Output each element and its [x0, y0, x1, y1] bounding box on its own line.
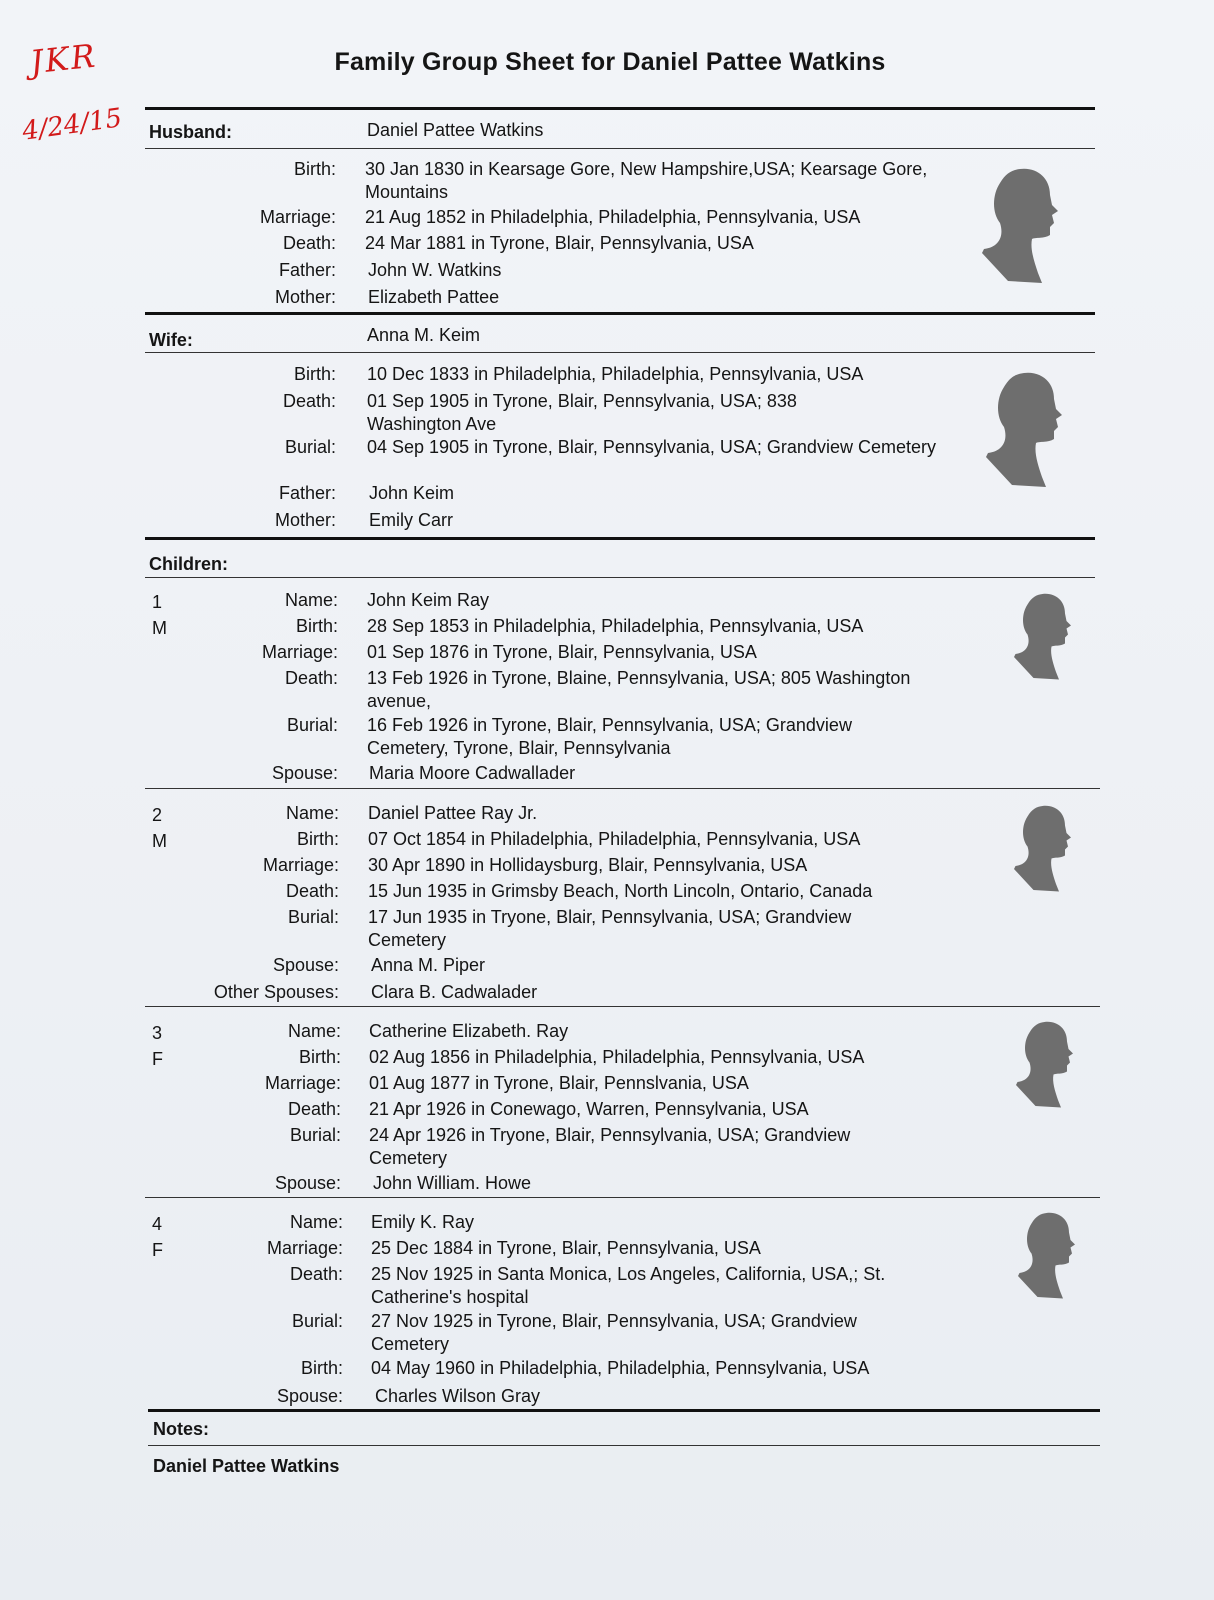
fact-label: Burial:	[287, 907, 339, 927]
fact-label: Burial:	[291, 1311, 343, 1331]
fact-label: Name:	[284, 590, 338, 610]
fact-label: Death:	[282, 233, 336, 253]
fact-label: Death:	[284, 668, 338, 688]
child-index: 4	[152, 1214, 163, 1234]
divider	[145, 1197, 1100, 1198]
divider	[148, 1445, 1100, 1446]
fact-label: Burial:	[286, 715, 338, 735]
person-silhouette-icon	[1014, 798, 1074, 898]
child-number	[152, 589, 167, 641]
fact-value: 10 Dec 1833 in Philadelphia, Philadelphia, Pennsylvania, USA	[367, 364, 864, 384]
fact-value: John Keim Ray	[367, 590, 490, 610]
fact-label: Spouse:	[274, 1173, 341, 1193]
notes-label: Notes:	[153, 1419, 210, 1439]
fact-label: Burial:	[289, 1125, 341, 1145]
fact-value: John William. Howe	[373, 1173, 532, 1193]
fact-value: 30 Jan 1830 in Kearsage Gore, New Hampshire,USA; Kearsage Gore, Mountains	[365, 159, 928, 202]
divider	[145, 788, 1100, 789]
fact-value: 15 Jun 1935 in Grimsby Beach, North Lincoln, Ontario, Canada	[368, 881, 873, 901]
fact-value: 02 Aug 1856 in Philadelphia, Philadelphia, Pennsylvania, USA	[369, 1047, 865, 1067]
child-sex: M	[152, 618, 167, 638]
fact-value: 17 Jun 1935 in Tryone, Blair, Pennsylvania, USA; Grandview Cemetery	[368, 907, 852, 950]
handwritten-annotation	[20, 36, 142, 160]
fact-value: 21 Apr 1926 in Conewago, Warren, Pennsylvania, USA	[369, 1099, 809, 1119]
fact-value: Clara B. Cadwalader	[371, 982, 538, 1002]
divider	[145, 148, 1095, 149]
fact-label: Father:	[278, 483, 336, 503]
child-number	[152, 1211, 163, 1263]
fact-label: Marriage:	[266, 1238, 343, 1258]
fact-value: John Keim	[369, 483, 455, 503]
child-index: 3	[152, 1023, 163, 1043]
fact-label: Burial:	[284, 437, 336, 457]
fact-label: Spouse:	[272, 955, 339, 975]
fact-value: 25 Nov 1925 in Santa Monica, Los Angeles, California, USA,; St. Catherine's hospital	[371, 1264, 886, 1307]
notes-text: Daniel Pattee Watkins	[153, 1456, 340, 1476]
child-index: 2	[152, 805, 163, 825]
husband-name: Daniel Pattee Watkins	[367, 120, 544, 140]
fact-label: Birth:	[300, 1358, 343, 1378]
child-sex: M	[152, 831, 167, 851]
fact-value: Maria Moore Cadwallader	[369, 763, 576, 783]
divider	[145, 1006, 1100, 1007]
fact-value: Elizabeth Pattee	[368, 287, 500, 307]
fact-value: 01 Aug 1877 in Tyrone, Blair, Pennslvania, USA	[369, 1073, 749, 1093]
person-silhouette-icon	[1014, 586, 1074, 686]
handwritten-initials: JKR	[28, 36, 99, 82]
fact-label: Marriage:	[261, 642, 338, 662]
children-label: Children:	[149, 554, 228, 574]
fact-value: 21 Aug 1852 in Philadelphia, Philadelphia, Pennsylvania, USA	[365, 207, 861, 227]
page-title: Family Group Sheet for Daniel Pattee Watkins	[334, 48, 886, 76]
fact-value: 30 Apr 1890 in Hollidaysburg, Blair, Pennsylvania, USA	[368, 855, 808, 875]
divider	[145, 352, 1095, 353]
fact-value: 01 Sep 1876 in Tyrone, Blair, Pennsylvania, USA	[367, 642, 757, 662]
fact-label: Marriage:	[264, 1073, 341, 1093]
fact-label: Birth:	[296, 829, 339, 849]
child-index: 1	[152, 592, 163, 612]
fact-value: 24 Apr 1926 in Tryone, Blair, Pennsylvania, USA; Grandview Cemetery	[369, 1125, 851, 1168]
fact-label: Birth:	[293, 159, 336, 179]
fact-label: Name:	[285, 803, 339, 823]
fact-value: 24 Mar 1881 in Tyrone, Blair, Pennsylvania, USA	[365, 233, 754, 253]
fact-value: 27 Nov 1925 in Tyrone, Blair, Pennsylvania, USA; Grandview Cemetery	[371, 1311, 857, 1354]
fact-value: Daniel Pattee Ray Jr.	[368, 803, 538, 823]
fact-value: 13 Feb 1926 in Tyrone, Blaine, Pennsylvania, USA; 805 Washington avenue,	[367, 668, 911, 711]
fact-label: Spouse:	[276, 1386, 343, 1406]
fact-label: Name:	[289, 1212, 343, 1232]
fact-value: 01 Sep 1905 in Tyrone, Blair, Pennsylvania, USA; 838 Washington Ave	[367, 391, 797, 434]
person-silhouette-icon	[986, 364, 1066, 494]
fact-label: Death:	[282, 391, 336, 411]
section-divider	[145, 107, 1095, 110]
child-number	[152, 1020, 163, 1072]
child-sex: F	[152, 1240, 163, 1260]
fact-value: Emily Carr	[369, 510, 453, 530]
section-divider	[145, 312, 1095, 315]
fact-value: Anna M. Piper	[371, 955, 486, 975]
fact-value: 07 Oct 1854 in Philadelphia, Philadelphia, Pennsylvania, USA	[368, 829, 861, 849]
wife-label: Wife:	[149, 330, 193, 350]
section-divider	[148, 1409, 1100, 1412]
fact-value: John W. Watkins	[368, 260, 502, 280]
fact-label: Death:	[289, 1264, 343, 1284]
husband-label: Husband:	[149, 122, 232, 142]
fact-value: 25 Dec 1884 in Tyrone, Blair, Pennsylvania, USA	[371, 1238, 761, 1258]
divider	[145, 577, 1095, 578]
fact-label: Marriage:	[262, 855, 339, 875]
fact-label: Birth:	[298, 1047, 341, 1067]
child-sex: F	[152, 1049, 163, 1069]
fact-label: Name:	[287, 1021, 341, 1041]
fact-value: Catherine Elizabeth. Ray	[369, 1021, 569, 1041]
section-divider	[145, 537, 1095, 540]
person-silhouette-icon	[1018, 1205, 1078, 1305]
person-silhouette-icon	[1016, 1014, 1076, 1114]
fact-label: Father:	[278, 260, 336, 280]
fact-value: 04 Sep 1905 in Tyrone, Blair, Pennsylvania, USA; Grandview Cemetery	[367, 437, 936, 457]
fact-label: Marriage:	[259, 207, 336, 227]
fact-value: 04 May 1960 in Philadelphia, Philadelphia, Pennsylvania, USA	[371, 1358, 870, 1378]
fact-label: Mother:	[274, 287, 336, 307]
fact-label: Birth:	[295, 616, 338, 636]
fact-value: Charles Wilson Gray	[375, 1386, 541, 1406]
fact-label: Spouse:	[271, 763, 338, 783]
fact-value: 16 Feb 1926 in Tyrone, Blair, Pennsylvania, USA; Grandview Cemetery, Tyrone, Blair, Pennsylvania	[367, 715, 852, 758]
fact-label: Birth:	[293, 364, 336, 384]
handwritten-date: 4/24/15	[20, 103, 124, 147]
fact-label: Death:	[285, 881, 339, 901]
fact-value: Emily K. Ray	[371, 1212, 475, 1232]
person-silhouette-icon	[982, 160, 1062, 290]
fact-label: Mother:	[274, 510, 336, 530]
fact-label: Death:	[287, 1099, 341, 1119]
fact-label: Other Spouses:	[213, 982, 339, 1002]
fact-value: 28 Sep 1853 in Philadelphia, Philadelphia, Pennsylvania, USA	[367, 616, 864, 636]
wife-name: Anna M. Keim	[367, 325, 481, 345]
